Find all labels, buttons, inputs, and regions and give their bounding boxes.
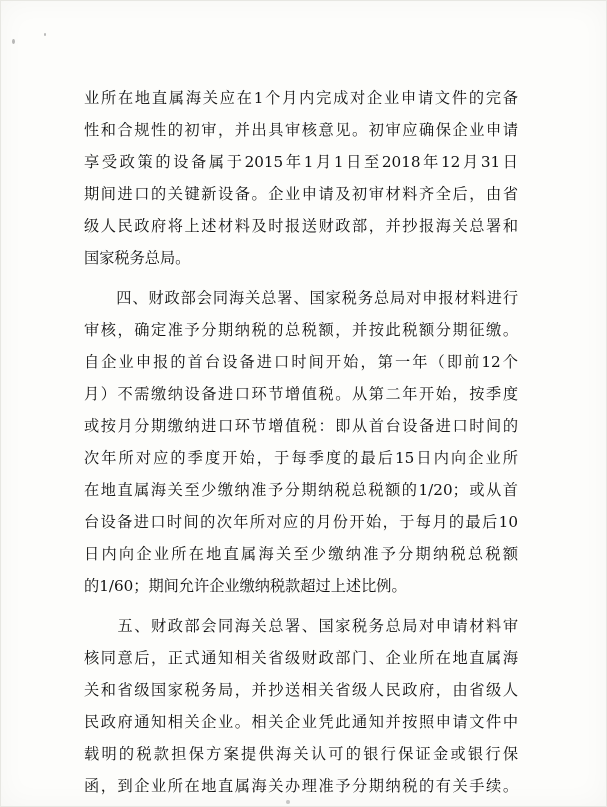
- text-line: 关和省级国家税务局，并抄送相关省级人民政府，由省级人: [84, 681, 518, 699]
- text-line: 核同意后，正式通知相关省级财政部门、企业所在地直属海: [84, 649, 518, 667]
- paragraph-5: [84, 610, 518, 802]
- text-line: 享受政策的设备属于2015年1月1日至2018年12月31日: [84, 153, 518, 171]
- text-line: 次年所对应的季度开始，于每季度的最后15日内向企业所: [84, 449, 518, 467]
- text-line: 或按月分期缴纳进口环节增值税：即从首台设备进口时间的: [84, 417, 518, 435]
- text-line: 月）不需缴纳设备进口环节增值税。从第二年开始，按季度: [84, 385, 518, 403]
- text-line: 民政府通知相关企业。相关企业凭此通知并按照申请文件中: [84, 713, 518, 731]
- text-line: 台设备进口时间的次年所对应的月份开始，于每月的最后10: [84, 513, 518, 531]
- text-line: 日内向企业所在地直属海关至少缴纳准予分期纳税总税额: [84, 545, 518, 563]
- text-line: 五、财政部会同海关总署、国家税务总局对申请材料审: [84, 617, 518, 635]
- paragraph-4: [84, 282, 518, 602]
- document-body: [84, 82, 518, 802]
- text-line: 国家税务总局。: [84, 249, 191, 267]
- text-line: 期间进口的关键新设备。企业申请及初审材料齐全后，由省: [84, 185, 518, 203]
- text-line: 载明的税款担保方案提供海关认可的银行保证金或银行保: [84, 745, 518, 763]
- text-line: 自企业申报的首台设备进口时间开始，第一年（即前12个: [84, 353, 518, 371]
- scan-speck: [12, 39, 15, 44]
- text-line: 审核，确定准予分期纳税的总税额，并按此税额分期征缴。: [84, 321, 518, 339]
- text-line: 四、财政部会同海关总署、国家税务总局对申报材料进行: [84, 289, 518, 307]
- text-line: 的1/60；期间允许企业缴纳税款超过上述比例。: [84, 577, 407, 595]
- text-line: 性和合规性的初审，并出具审核意见。初审应确保企业申请: [84, 121, 518, 139]
- paragraph-1: [84, 82, 518, 274]
- text-line: 级人民政府将上述材料及时报送财政部，并抄报海关总署和: [84, 217, 518, 235]
- scan-speck: [44, 33, 46, 36]
- text-line: 在地直属海关至少缴纳准予分期纳税总税额的1/20；或从首: [84, 481, 518, 499]
- text-line: 函，到企业所在地直属海关办理准予分期纳税的有关手续。: [84, 777, 518, 795]
- text-line: 业所在地直属海关应在1个月内完成对企业申请文件的完备: [84, 89, 518, 107]
